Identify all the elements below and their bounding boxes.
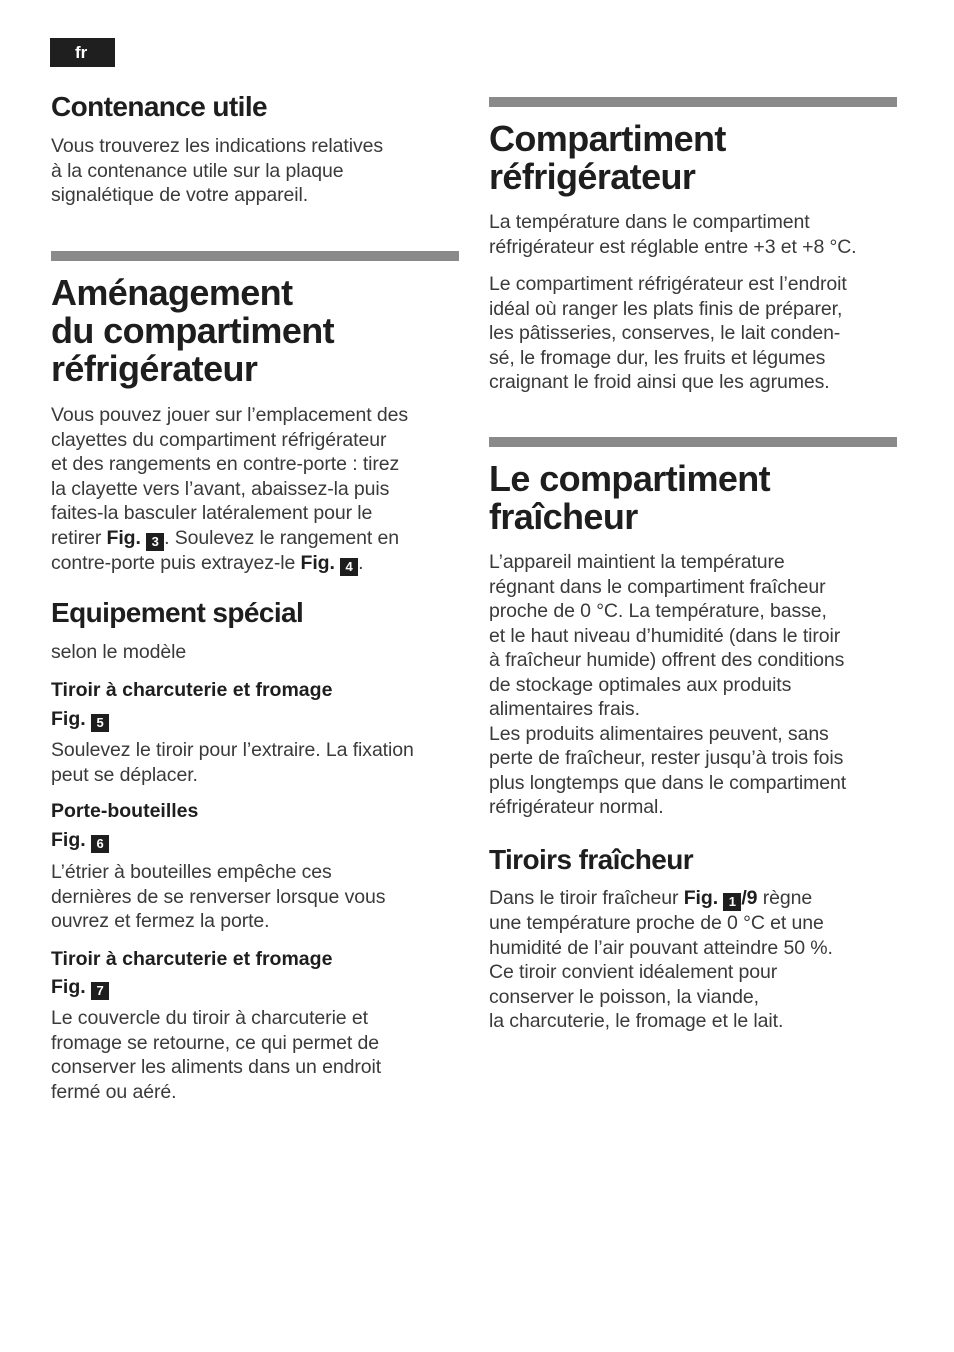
item-fig	[51, 828, 109, 853]
item-heading: Tiroir à charcuterie et fromage	[51, 679, 333, 701]
item-heading: Tiroir à charcuterie et fromage	[51, 948, 333, 970]
item-fig	[51, 975, 109, 1000]
refrigerateur-title-line2: réfrigérateur	[489, 156, 696, 197]
fig-label: Fig.	[300, 551, 335, 574]
amenagement-heading	[51, 274, 334, 388]
item-text: Le couvercle du tiroir à charcuterie et fromage se retourne, ce qui permet de conserver les aliments dans un endroit fermé ou aéré.	[51, 1007, 382, 1103]
fig-number-badge: 7	[91, 982, 109, 1000]
fraicheur-title-line1: Le compartiment	[489, 458, 771, 499]
refrigerateur-text-1: La température dans le compartiment réfrigérateur est réglable entre +3 et +8 °C.	[489, 211, 857, 258]
tiroirs-text-part1: Dans le tiroir fraîcheur	[489, 887, 684, 909]
fig-number-badge: 4	[340, 558, 358, 576]
fig-label: Fig.	[51, 976, 86, 998]
item-heading: Porte-bouteilles	[51, 800, 199, 822]
fraicheur-heading	[489, 460, 770, 536]
contenance-text: Vous trouverez les indications relatives à la contenance utile sur la plaque signalétique de votre appareil.	[51, 135, 384, 206]
section-divider	[489, 97, 897, 107]
fig-number-badge: 1	[723, 893, 741, 911]
refrigerateur-heading	[489, 120, 726, 196]
fig-suffix: /9	[741, 887, 758, 909]
language-tab: fr	[50, 38, 115, 67]
refrigerateur-title-line1: Compartiment	[489, 118, 726, 159]
item-fig	[51, 707, 109, 732]
amenagement-text	[51, 403, 463, 576]
fraicheur-title-line2: fraîcheur	[489, 496, 638, 537]
fraicheur-text: L’appareil maintient la température régnant dans le compartiment fraîcheur proche de 0 °C. La température, basse, et le haut niveau d’humidité (dans le tiroir à fraîcheur humide) offrent des conditions de stockage optimales aux produits alimentaires frais. Les produits alimentaires peuvent, sans perte de fraîcheur, rester jusqu’à trois fois plus longtemps que dans le compartiment réfrigérateur normal.	[489, 551, 847, 818]
fig-number-badge: 5	[91, 714, 109, 732]
section-divider	[489, 437, 897, 447]
fig-label: Fig.	[51, 829, 86, 851]
amenagement-text-part1: Vous pouvez jouer sur l’emplacement des clayettes du compartiment réfrigérateur et des rangements en contre-porte : tirez la clayette vers l’avant, abaissez-la puis faites-la basculer latéralement pour le retirer	[51, 404, 409, 549]
item-text: L’étrier à bouteilles empêche ces dernières de se renverser lorsque vous ouvrez et fermez la porte.	[51, 861, 386, 932]
fig-label: Fig.	[106, 526, 141, 549]
section-divider	[51, 251, 459, 261]
contenance-heading: Contenance utile	[51, 91, 267, 122]
refrigerateur-text-2: Le compartiment réfrigérateur est l’endroit idéal où ranger les plats finis de préparer, les pâtisseries, conserves, le lait conden- sé, le fromage dur, les fruits et légumes craignant le froid ainsi que les agrumes.	[489, 273, 847, 393]
fig-label: Fig.	[683, 887, 719, 909]
amenagement-text-end: .	[358, 551, 364, 574]
fig-number-badge: 6	[91, 835, 109, 853]
tiroirs-text	[489, 886, 904, 1034]
equipement-heading: Equipement spécial	[51, 597, 304, 628]
tiroirs-text-part2: règne une température proche de 0 °C et une humidité de l’air pouvant atteindre 50 %. Ce tiroir convient idéalement pour conserver le poisson, la viande, la charcuterie, le fromage et le lait.	[489, 887, 833, 1032]
tiroirs-heading: Tiroirs fraîcheur	[489, 844, 694, 875]
equipement-subtitle: selon le modèle	[51, 641, 187, 663]
item-text: Soulevez le tiroir pour l’extraire. La fixation peut se déplacer.	[51, 739, 414, 786]
amenagement-text-part2: . Soulevez le rangement en contre-porte puis extrayez-le	[51, 526, 399, 574]
amenagement-title-line1: Aménagement	[51, 272, 293, 313]
fig-number-badge: 3	[146, 533, 164, 551]
amenagement-title-line2: du compartiment	[51, 310, 335, 351]
amenagement-title-line3: réfrigérateur	[51, 348, 258, 389]
fig-label: Fig.	[51, 708, 86, 730]
